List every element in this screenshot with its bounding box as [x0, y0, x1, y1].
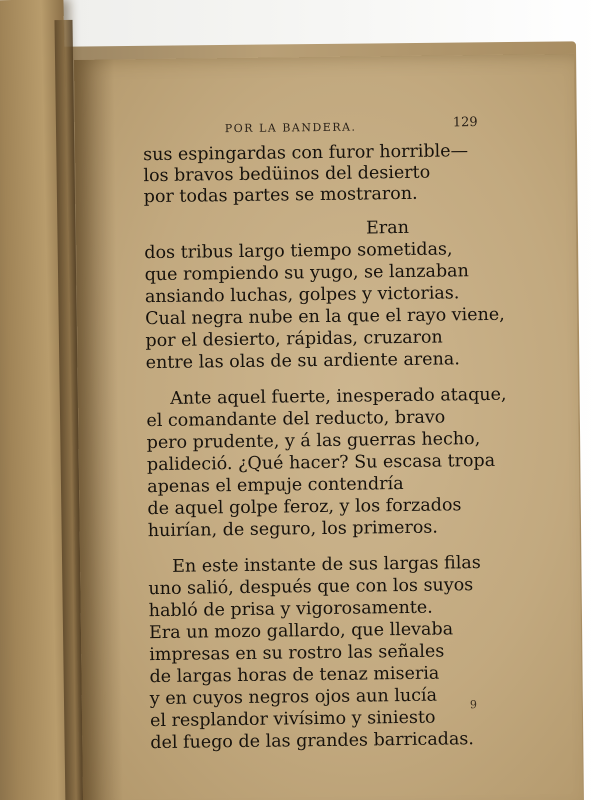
text-line: huirían, de seguro, los primeros. — [147, 517, 439, 542]
text-line: que rompiendo su yugo, se lanzaban — [144, 261, 469, 286]
running-head: POR LA BANDERA. — [224, 120, 357, 136]
text-line: de largas horas de tenaz miseria — [149, 663, 440, 688]
text-line: uno salió, después que con los suyos — [148, 575, 474, 600]
text-line: Ante aquel fuerte, inesperado ataque, — [170, 384, 507, 409]
text-line: apenas el empuje contendría — [147, 474, 404, 498]
page-number: 129 — [452, 115, 478, 131]
text-line: el resplandor vivísimo y siniesto — [149, 707, 436, 732]
text-line: por todas partes se mostraron. — [143, 183, 418, 208]
text-line: Cual negra nube en la que el rayo viene, — [145, 304, 505, 330]
text-line: Era un mozo gallardo, que llevaba — [148, 619, 454, 644]
text-line: habló de prisa y vigorosamente. — [148, 597, 433, 622]
text-line: dos tribus largo tiempo sometidas, — [144, 239, 453, 264]
text-line: del fuego de las grandes barricadas. — [150, 729, 475, 754]
text-line: por el desierto, rápidas, cruzaron — [145, 327, 443, 352]
text-line: palideció. ¿Qué hacer? Su escasa tropa — [146, 450, 496, 476]
text-line: los bravos bedüinos del desierto — [143, 162, 431, 187]
text-line: y en cuyos negros ojos aun lucía — [149, 685, 438, 710]
gutter-shadow — [74, 60, 123, 800]
text-line: impresas en su rostro las señales — [149, 641, 445, 666]
text-line: Eran — [365, 217, 410, 239]
text-line: el comandante del reducto, bravo — [146, 407, 446, 432]
text-line: ansiando luchas, golpes y victorias. — [144, 283, 460, 308]
text-line: entre las olas de su ardiente arena. — [145, 349, 460, 374]
book-page — [74, 54, 583, 800]
text-line: sus espingardas con furor horrible— — [143, 141, 469, 166]
text-line: pero prudente, y á las guerras hecho, — [146, 429, 481, 454]
signature-mark: 9 — [469, 698, 477, 712]
text-line: de aquel golpe feroz, y los forzados — [147, 495, 462, 520]
text-line: En este instante de sus largas filas — [172, 553, 481, 577]
